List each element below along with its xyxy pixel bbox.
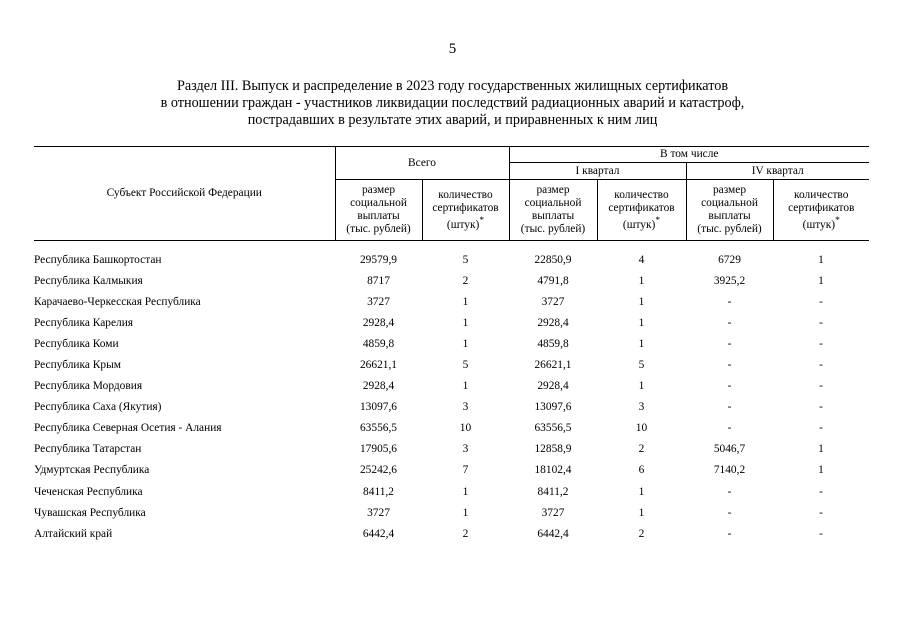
cell-total-count: 5 — [462, 253, 469, 266]
cell-total-count: 1 — [462, 295, 469, 308]
certificates-table — [34, 146, 869, 544]
cell-q4-amount: - — [727, 401, 732, 414]
cell-total-count: 2 — [462, 274, 469, 287]
header-q4-amount: размер социальной выплаты (тыс. рублей) — [686, 180, 773, 241]
cell-q1-count: 1 — [638, 316, 645, 329]
cell-total-amount: 2928,4 — [362, 316, 395, 329]
table-row — [34, 376, 869, 397]
header-q1-amount: размер социальной выплаты (тыс. рублей) — [509, 180, 597, 241]
cell-q1-amount: 2928,4 — [537, 380, 569, 393]
cell-q4-amount: 5046,7 — [713, 443, 746, 456]
cell-q1-count: 1 — [638, 380, 645, 393]
cell-q4-amount: - — [727, 506, 732, 519]
cell-total-amount: 17905,6 — [359, 443, 398, 456]
cell-q4-amount: - — [727, 359, 732, 372]
cell-q4-amount: 6729 — [718, 253, 741, 266]
cell-subject: Республика Карелия — [34, 316, 134, 329]
cell-q1-amount: 3727 — [541, 506, 565, 519]
cell-q4-count: - — [819, 380, 823, 393]
cell-q1-count: 1 — [638, 337, 645, 350]
cell-q4-amount: - — [727, 295, 732, 308]
cell-q4-count: - — [819, 316, 823, 329]
cell-total-amount: 8717 — [367, 274, 390, 287]
table-row — [34, 439, 869, 460]
cell-q1-count: 10 — [635, 422, 648, 435]
cell-subject: Карачаево-Черкесская Республика — [34, 295, 201, 308]
cell-q4-amount: - — [727, 316, 732, 329]
table-row — [34, 312, 869, 333]
cell-subject: Чувашская Республика — [34, 506, 146, 519]
cell-q4-count: - — [819, 485, 823, 498]
cell-total-amount: 25242,6 — [359, 464, 398, 477]
cell-q1-amount: 3727 — [541, 295, 565, 308]
table-row — [34, 418, 869, 439]
cell-q4-count: - — [819, 337, 823, 350]
cell-q1-amount: 12858,9 — [534, 443, 572, 456]
cell-subject: Республика Коми — [34, 337, 119, 350]
cell-q1-amount: 13097,6 — [534, 401, 572, 414]
header-q1-count: количество сертификатов (штук)* — [597, 180, 686, 241]
cell-q4-count: - — [819, 401, 823, 414]
table-row — [34, 291, 869, 312]
cell-q4-amount: - — [727, 337, 732, 350]
cell-total-count: 3 — [462, 443, 469, 456]
cell-total-amount: 2928,4 — [362, 380, 395, 393]
cell-q4-count: 1 — [818, 443, 824, 456]
cell-q4-count: - — [819, 422, 823, 435]
cell-total-amount: 8411,2 — [363, 485, 394, 498]
cell-total-count: 3 — [462, 401, 469, 414]
cell-q1-amount: 26621,1 — [534, 359, 572, 372]
table-row — [34, 270, 869, 291]
cell-q4-count: 1 — [818, 464, 824, 477]
header-subject: Субъект Российской Федерации — [34, 147, 335, 241]
cell-total-count: 1 — [462, 380, 469, 393]
cell-q1-count: 6 — [638, 464, 645, 477]
title-line: в отношении граждан - участников ликвидации последствий радиационных аварий и катастроф, — [160, 95, 745, 111]
table-row — [34, 502, 869, 523]
cell-q4-amount: 3925,2 — [713, 274, 746, 287]
header-q4-count: количество сертификатов (штук)* — [773, 180, 869, 241]
cell-q1-amount: 2928,4 — [537, 316, 569, 329]
cell-q1-count: 1 — [638, 295, 645, 308]
cell-total-amount: 3727 — [367, 506, 390, 519]
cell-total-count: 1 — [462, 337, 469, 350]
header-q1: I квартал — [509, 163, 686, 180]
cell-q4-amount: - — [727, 527, 732, 540]
cell-subject: Республика Северная Осетия - Алания — [34, 422, 222, 435]
cell-q4-amount: - — [727, 380, 732, 393]
cell-subject: Республика Крым — [34, 359, 121, 372]
cell-q4-count: - — [819, 527, 823, 540]
cell-total-count: 1 — [462, 506, 469, 519]
header-total-count: количество сертификатов (штук)* — [422, 180, 509, 241]
cell-total-amount: 29579,9 — [359, 253, 398, 266]
cell-total-amount: 26621,1 — [359, 359, 398, 372]
table-row — [34, 354, 869, 375]
cell-q1-amount: 4791,8 — [537, 274, 569, 287]
table-row — [34, 460, 869, 481]
cell-q1-count: 1 — [638, 485, 645, 498]
cell-q1-amount: 18102,4 — [534, 464, 572, 477]
title-line: Раздел III. Выпуск и распределение в 2023 году государственных жилищных сертификатов — [176, 78, 729, 94]
cell-subject: Удмуртская Республика — [34, 464, 150, 477]
cell-total-amount: 3727 — [367, 295, 390, 308]
cell-total-amount: 13097,6 — [359, 401, 398, 414]
cell-q4-count: - — [819, 359, 823, 372]
cell-q4-count: - — [819, 506, 823, 519]
cell-total-count: 1 — [462, 485, 469, 498]
cell-q4-amount: - — [727, 422, 732, 435]
cell-subject: Чеченская Республика — [34, 485, 143, 498]
cell-total-amount: 6442,4 — [362, 527, 395, 540]
page-number: 5 — [448, 41, 457, 57]
cell-q1-amount: 8411,2 — [537, 485, 569, 498]
section-title — [60, 78, 845, 129]
cell-q1-amount: 4859,8 — [537, 337, 569, 350]
cell-q1-amount: 63556,5 — [534, 422, 572, 435]
cell-q1-count: 1 — [638, 274, 645, 287]
table-row — [34, 249, 869, 270]
cell-q4-count: 1 — [818, 274, 824, 287]
cell-q1-count: 2 — [638, 443, 645, 456]
cell-total-count: 5 — [462, 359, 469, 372]
cell-total-amount: 4859,8 — [362, 337, 395, 350]
cell-subject: Республика Мордовия — [34, 380, 143, 393]
table-row — [34, 333, 869, 354]
cell-q1-count: 5 — [638, 359, 645, 372]
table-row — [34, 523, 869, 544]
header-total-amount: размер социальной выплаты (тыс. рублей) — [335, 180, 422, 241]
header-q4: IV квартал — [686, 163, 869, 180]
cell-q4-count: 1 — [818, 253, 824, 266]
cell-total-count: 2 — [462, 527, 469, 540]
cell-q1-count: 1 — [638, 506, 645, 519]
cell-q1-count: 4 — [638, 253, 645, 266]
header-including: В том числе — [509, 147, 869, 163]
table-row — [34, 481, 869, 502]
title-line: пострадавших в результате этих аварий, и приравненных к ним лиц — [247, 112, 658, 128]
cell-subject: Республика Саха (Якутия) — [34, 401, 162, 414]
cell-q1-count: 2 — [638, 527, 645, 540]
cell-q4-amount: - — [727, 485, 732, 498]
cell-total-amount: 63556,5 — [359, 422, 398, 435]
cell-q1-count: 3 — [638, 401, 645, 414]
cell-total-count: 10 — [459, 422, 472, 435]
cell-subject: Республика Башкортостан — [34, 253, 162, 266]
cell-total-count: 7 — [462, 464, 469, 477]
cell-subject: Республика Татарстан — [34, 443, 142, 456]
cell-total-count: 1 — [462, 316, 469, 329]
cell-subject: Алтайский край — [34, 527, 113, 540]
cell-q1-amount: 22850,9 — [534, 253, 572, 266]
cell-q4-count: - — [819, 295, 823, 308]
cell-q4-amount: 7140,2 — [713, 464, 746, 477]
header-total: Всего — [335, 147, 509, 180]
cell-q1-amount: 6442,4 — [537, 527, 569, 540]
cell-subject: Республика Калмыкия — [34, 274, 143, 287]
table-row — [34, 397, 869, 418]
